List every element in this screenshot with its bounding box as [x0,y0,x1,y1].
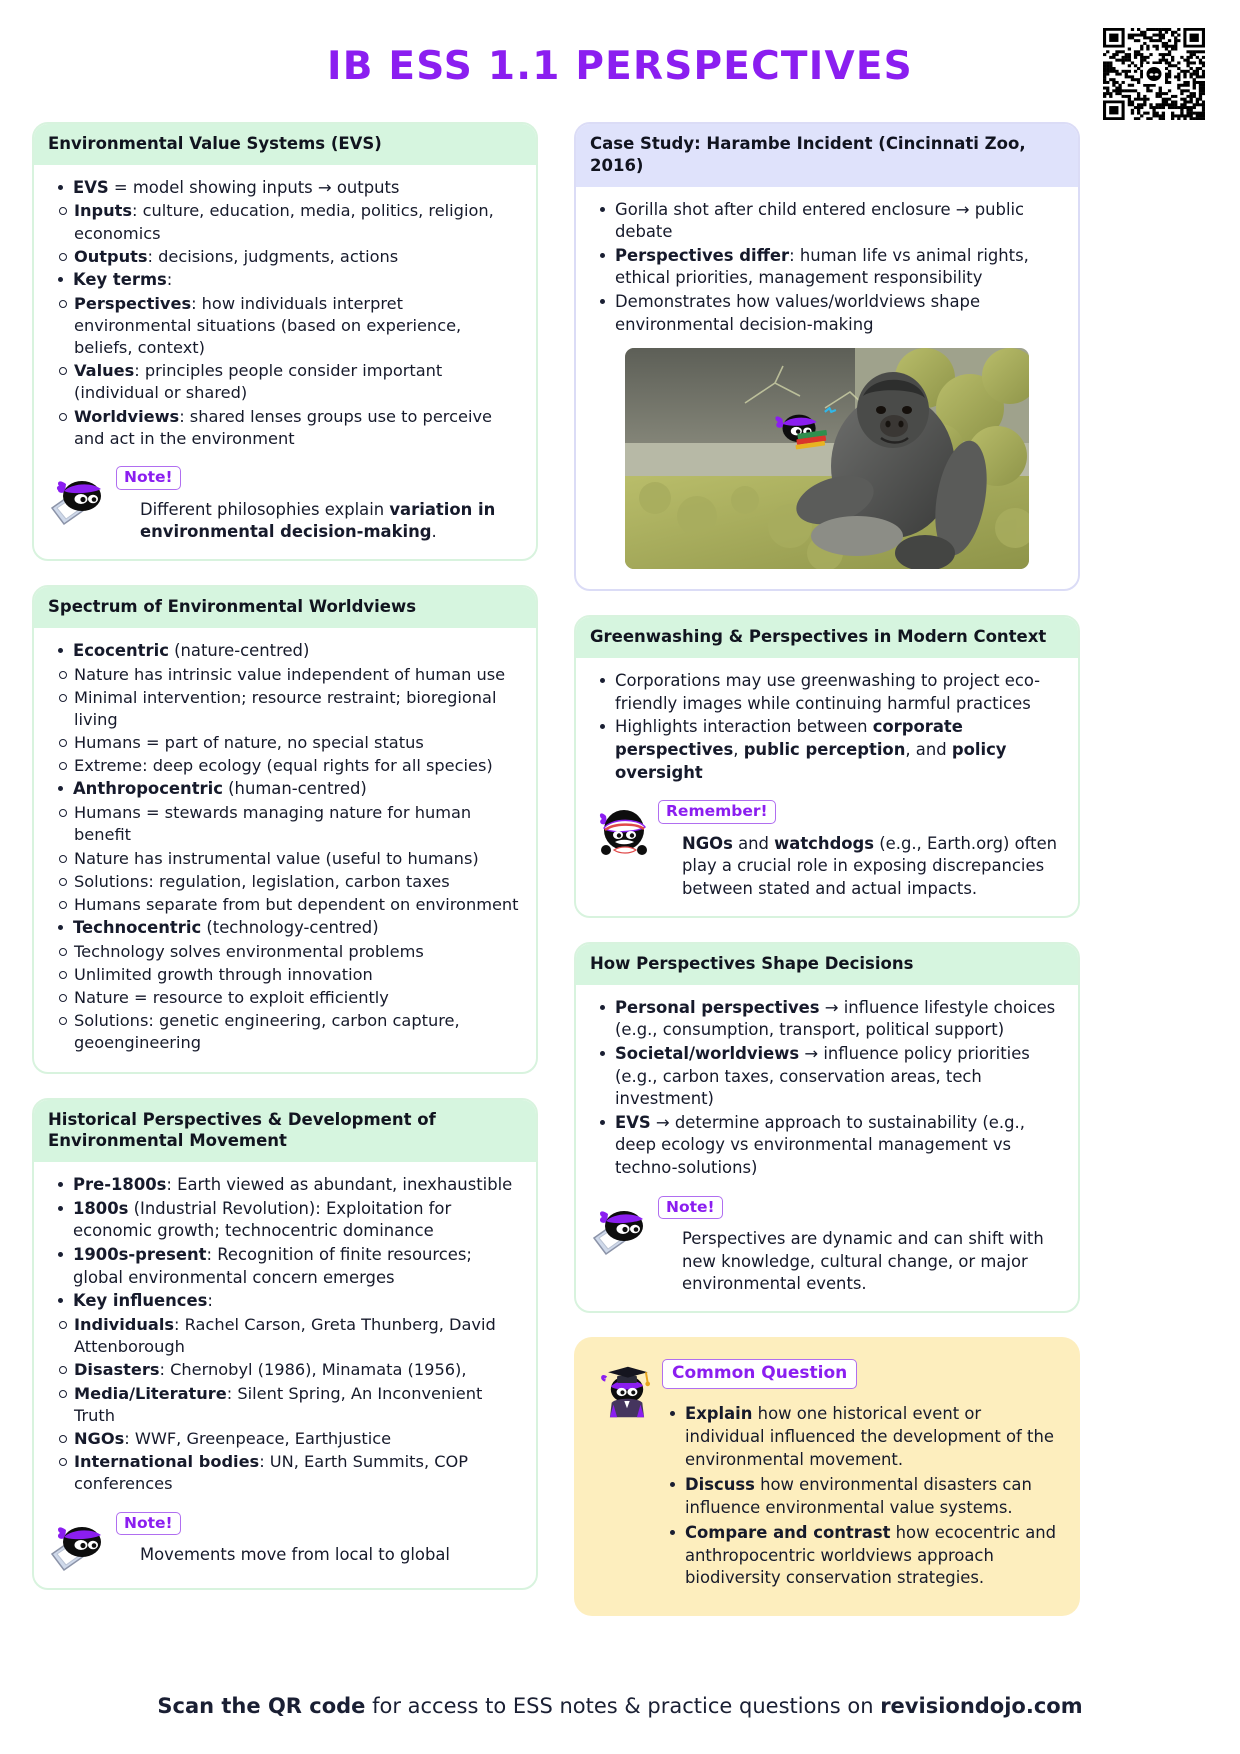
sub-list-item-lead: Disasters [74,1360,160,1380]
list-item [50,917,520,940]
list-item-text: : Earth viewed as abundant, inexhaustible [166,1175,513,1195]
card-historical-perspectives [32,1098,538,1590]
sub-list-item [50,941,520,963]
list-item [592,997,1062,1042]
card-environmental-value-systems [32,122,538,561]
sub-list-item-text: Solutions: regulation, legislation, carbon taxes [74,871,450,891]
note-tag: Note! [116,466,181,490]
sub-list-item [50,1451,520,1495]
callout-text: Movements move from local to global [140,1545,450,1565]
card-body [34,165,536,559]
callout-note [50,464,520,543]
ninja-graduate-icon [596,1357,658,1419]
sub-list-item-text: : Rachel Carson, Greta Thunberg, David Attenborough [74,1315,496,1357]
list-item [592,199,1062,244]
list-item-lead: Explain [685,1403,753,1423]
sub-list [50,802,520,916]
page-title: IB ESS 1.1 PERSPECTIVES [327,44,913,89]
ninja-clipboard-icon [50,464,112,526]
list-item-lead: Compare and contrast [685,1522,891,1542]
sub-list-item [50,987,520,1009]
content-columns [0,122,1240,1616]
list-item-lead: EVS [73,177,109,197]
ninja-moustache-icon [592,798,654,860]
list-item-lead: Technocentric [73,918,202,938]
sub-list-item-lead: Outputs [74,246,148,266]
callout-content [658,798,1062,900]
sub-list-item-lead: NGOs [74,1428,125,1448]
note-tag: Note! [116,1512,181,1536]
list-item-text: : [207,1291,213,1311]
card-body [34,1162,536,1587]
list-item-lead: Ecocentric [73,640,169,660]
sub-list [50,293,520,450]
list-item-text: how one historical event or individual influenced the development of the environmental movement. [685,1403,1054,1469]
sub-list-item-text: : principles people consider important (individual or shared) [74,361,443,403]
left-column [32,122,538,1590]
sub-list-item-text: Nature has intrinsic value independent of human use [74,664,506,684]
card-greenwashing [574,615,1080,918]
sub-list-item [50,1314,520,1358]
list-item [50,1290,520,1313]
sub-list-item-text: Technology solves environmental problems [74,941,424,961]
list-item [50,1198,520,1243]
card-case-study-harambe [574,122,1080,591]
ninja-clipboard-icon [50,1510,112,1572]
card-body [576,985,1078,1312]
list-item-lead: EVS [615,1112,651,1132]
list-item-lead: Perspectives differ [615,245,790,265]
sub-list-item-text: : decisions, judgments, actions [147,246,399,266]
qr-code[interactable] [1103,28,1205,120]
sub-list-item-lead: Media/Literature [74,1383,227,1403]
card-body [576,187,1078,590]
sub-list-item-text: Nature = resource to exploit efficiently [74,988,389,1008]
sub-list [50,200,520,268]
sub-list-item-lead: Individuals [74,1315,175,1335]
list-item-lead: Pre-1800s [73,1175,167,1195]
list-item-text: : [166,269,173,289]
card-body [34,628,536,1072]
note-tag: Note! [658,1196,723,1220]
list-item-lead: Key influences [73,1291,208,1311]
sub-list-item-text: Humans separate from but dependent on environment [74,894,519,914]
callout-text-bold: variation in environmental decision-making [140,499,496,541]
card-heading: Spectrum of Environmental Worldviews [34,587,536,628]
callout-text [116,499,520,544]
sub-list-item [50,1383,520,1427]
sub-list-item [50,360,520,404]
list-item-lead: Societal/worldviews [615,1043,800,1063]
sub-list-item-text: : Chernobyl (1986), Minamata (1956), [159,1360,467,1380]
sub-list-item-text: Solutions: genetic engineering, carbon capture, geoengineering [74,1011,460,1053]
bullet-list [50,640,520,1055]
sub-list-item [50,1428,520,1450]
sub-list-item-lead: Perspectives [74,293,192,313]
sub-list-item-text: : WWF, Greenpeace, Earthjustice [124,1428,392,1448]
callout-note [50,1510,520,1572]
list-item [50,1244,520,1289]
list-item [592,1043,1062,1111]
sub-list-item-text: : UN, Earth Summits, COP conferences [74,1452,469,1494]
callout-text-end: . [431,521,437,541]
sub-list-item [50,1359,520,1381]
sub-list-item-lead: International bodies [74,1452,260,1472]
page-header [0,0,1240,122]
callout-content [116,1510,520,1567]
ninja-clipboard-icon [592,1194,654,1256]
list-item [592,245,1062,290]
sub-list-item [50,871,520,893]
footer-bold-lead: Scan the QR code [157,1694,366,1718]
callout-note [592,1194,1062,1296]
list-item-lead: Key terms [73,269,167,289]
list-item-text: → determine approach to sustainability (e.g., deep ecology vs environmental management vs techno-solutions) [615,1112,1025,1178]
bullet-list [50,1174,520,1495]
list-item-text: → influence lifestyle choices (e.g., consumption, transport, political support) [615,997,1056,1040]
list-item-text: Demonstrates how values/worldviews shape environmental decision-making [615,292,981,334]
list-item-text: (technology-centred) [201,918,379,938]
callout-content [116,464,520,543]
sub-list-item-lead: Inputs [74,201,133,221]
sub-list-item [50,964,520,986]
callout-text: Perspectives are dynamic and can shift with new knowledge, cultural change, or major environmental events. [682,1229,1044,1293]
list-item-lead: Personal perspectives [615,997,820,1017]
list-item-text: Gorilla shot after child entered enclosure → public debate [615,199,1025,242]
list-item [592,291,1062,336]
sub-list [50,1314,520,1496]
list-item-text: Corporations may use greenwashing to project eco-friendly images while continuing harmful practices [615,671,1041,713]
callout-content [662,1357,1058,1592]
sub-list-item-text: Unlimited growth through innovation [74,964,373,984]
sub-list-item-text: : shared lenses groups use to perceive and act in the environment [74,406,492,448]
footer-site[interactable]: revisiondojo.com [880,1694,1083,1718]
card-heading: How Perspectives Shape Decisions [576,944,1078,985]
list-item-lead: Discuss [685,1474,755,1494]
bullet-list [592,670,1062,784]
list-item [50,177,520,200]
sub-list-item [50,293,520,360]
sub-list-item [50,848,520,870]
sub-list-item [50,687,520,731]
sub-list-item [50,406,520,450]
list-item-text: → influence policy priorities (e.g., carbon taxes, conservation areas, tech investment) [615,1043,1030,1109]
list-item-text: (nature-centred) [168,640,310,660]
sub-list-item [50,664,520,686]
card-common-question [574,1337,1080,1616]
callout-content [658,1194,1062,1296]
card-how-perspectives-shape-decisions [574,942,1080,1313]
sub-list-item [50,246,520,268]
sub-list-item-text: Minimal intervention; resource restraint; bioregional living [74,687,497,729]
sub-list-item [50,755,520,777]
sub-list [50,664,520,778]
sub-list-item [50,732,520,754]
card-heading: Case Study: Harambe Incident (Cincinnati Zoo, 2016) [576,124,1078,187]
card-spectrum-of-worldviews [32,585,538,1074]
sub-list-item [50,1010,520,1054]
sub-list-item [50,894,520,916]
list-item-text: : human life vs animal rights, ethical priorities, management responsibility [615,245,1029,288]
right-column [574,122,1080,1616]
footer-bar [0,1694,1240,1718]
common-question-tag: Common Question [662,1359,857,1388]
sub-list-item-text: : culture, education, media, politics, religion, economics [74,201,494,243]
card-heading: Historical Perspectives & Development of Environmental Movement [34,1100,536,1163]
list-item [662,1522,1058,1591]
sub-list-item [50,802,520,846]
list-item-lead: 1800s [73,1198,129,1218]
footer-plain: for access to ESS notes & practice questions on [365,1694,881,1718]
list-item-text: (Industrial Revolution): Exploitation for economic growth; technocentric dominance [73,1198,452,1241]
callout-text: NGOs and watchdogs (e.g., Earth.org) often play a crucial role in exposing discrepancies between stated and actual impacts. [682,833,1058,898]
sub-list [50,941,520,1055]
list-item-text: Highlights interaction between corporate perspectives, public perception, and policy oversight [615,717,1007,782]
list-item [592,716,1062,784]
sub-list-item-lead: Worldviews [74,406,180,426]
sub-list-item-lead: Values [74,361,135,381]
sub-list-item-text: Nature has instrumental value (useful to humans) [74,848,479,868]
callout-text-plain: Different philosophies explain [140,499,390,519]
list-item [50,269,520,292]
list-item-lead: 1900s-present [73,1245,207,1265]
list-item-text: how environmental disasters can influence environmental value systems. [685,1474,1032,1517]
list-item [662,1474,1058,1520]
remember-tag: Remember! [658,800,776,824]
sub-list-item-text: : Silent Spring, An Inconvenient Truth [74,1383,483,1425]
sub-list-item-text: Extreme: deep ecology (equal rights for all species) [74,756,493,776]
card-heading: Environmental Value Systems (EVS) [34,124,536,165]
gorilla-photo [625,348,1029,569]
list-item [662,1403,1058,1472]
card-body [576,658,1078,916]
list-item-text: = model showing inputs → outputs [108,177,400,197]
list-item [50,640,520,663]
sub-list-item-text: Humans = stewards managing nature for human benefit [74,803,472,845]
bullet-list [662,1403,1058,1591]
list-item-text: : Recognition of finite resources; global environmental concern emerges [73,1245,472,1287]
sub-list-item [50,200,520,244]
callout-common-question [596,1357,1058,1592]
sub-list-item-text: : how individuals interpret environmental situations (based on experience, beliefs, context) [74,293,462,357]
callout-remember [592,798,1062,900]
list-item [50,778,520,801]
list-item-lead: Anthropocentric [73,779,223,799]
list-item-text: how ecocentric and anthropocentric worldviews approach biodiversity conservation strategies. [685,1522,1057,1588]
card-heading: Greenwashing & Perspectives in Modern Context [576,617,1078,658]
list-item [50,1174,520,1197]
bullet-list [592,199,1062,337]
bullet-list [592,997,1062,1180]
sub-list-item-text: Humans = part of nature, no special status [74,733,424,753]
list-item [592,670,1062,715]
list-item-text: (human-centred) [222,779,367,799]
bullet-list [50,177,520,450]
list-item [592,1112,1062,1180]
